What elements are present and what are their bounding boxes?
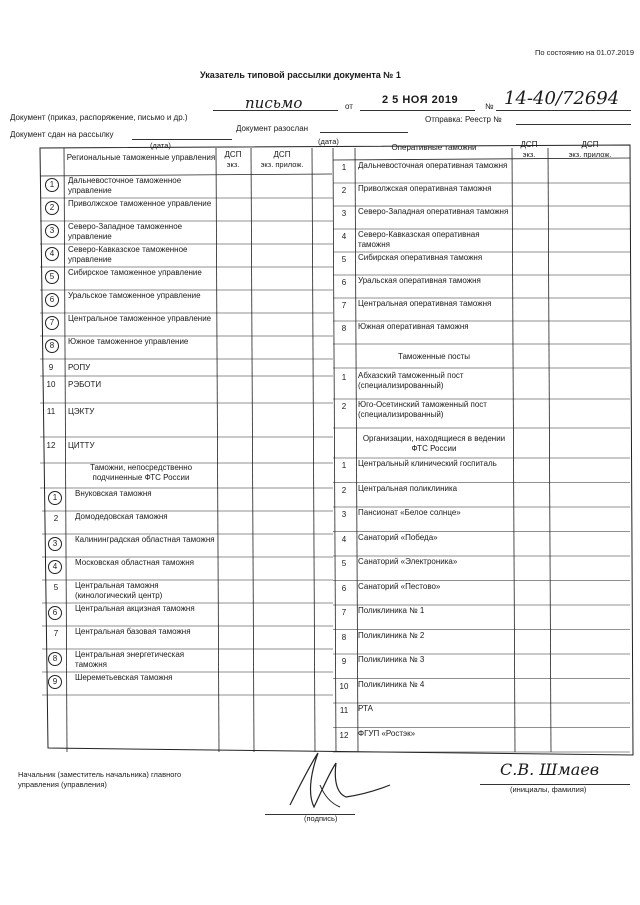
recipient-name: Южное таможенное управление bbox=[68, 337, 189, 346]
dsp-label: ДСП bbox=[273, 150, 291, 159]
date-hint-2: (дата) bbox=[318, 137, 339, 146]
recipient-name: Калининградская областная таможня bbox=[75, 535, 215, 544]
row-number: 5 bbox=[45, 270, 59, 284]
recipient-name: Сибирская оперативная таможня bbox=[358, 253, 483, 262]
row-number: 5 bbox=[341, 559, 347, 568]
row-number: 4 bbox=[48, 560, 62, 574]
recipient-name: Северо-Кавказское таможенное управление bbox=[68, 245, 188, 264]
row-number: 2 bbox=[45, 201, 59, 215]
recipient-name: Пансионат «Белое солнце» bbox=[358, 508, 461, 517]
recipient-name: Абхазский таможенный пост (специализированный) bbox=[358, 371, 464, 390]
row-number: 1 bbox=[341, 461, 347, 470]
dsp-label: ДСП bbox=[224, 150, 242, 159]
recipient-name: Южная оперативная таможня bbox=[358, 322, 469, 331]
row-number: 8 bbox=[341, 324, 347, 333]
dispatch-label: Отправка: Реестр № bbox=[425, 115, 502, 124]
distributed-label: Документ разослан bbox=[236, 124, 309, 133]
recipient-name: ЦЭКТУ bbox=[68, 407, 95, 416]
doc-type-label: Документ (приказ, распоряжение, письмо и др.) bbox=[10, 113, 188, 122]
row-number: 9 bbox=[48, 675, 62, 689]
recipient-name: Северо-Западное таможенное управление bbox=[68, 222, 183, 241]
recipient-name: Центральная энергетическая таможня bbox=[75, 650, 185, 669]
dsp-label: ДСП bbox=[520, 140, 538, 149]
recipient-name: ЦИТТУ bbox=[68, 441, 95, 450]
recipient-name: Сибирское таможенное управление bbox=[68, 268, 202, 277]
row-number: 8 bbox=[341, 632, 347, 642]
recipient-name: Северо-Западная оперативная таможня bbox=[358, 207, 509, 216]
row-number: 9 bbox=[48, 363, 54, 372]
row-number: 1 bbox=[45, 178, 59, 192]
row-number: 6 bbox=[48, 606, 62, 620]
recipient-name: Дальневосточная оперативная таможня bbox=[358, 161, 508, 170]
recipient-name: Центральное таможенное управление bbox=[68, 314, 212, 323]
recipient-name: Уральская оперативная таможня bbox=[358, 276, 481, 285]
recipient-name: Шереметьевская таможня bbox=[75, 673, 173, 682]
recipient-name: Санаторий «Электроника» bbox=[358, 557, 458, 566]
ekz-label: экз. bbox=[522, 149, 536, 159]
left-dsp-ekz-header bbox=[216, 150, 250, 169]
row-number: 2 bbox=[341, 402, 347, 411]
state-note: По состоянию на 01.07.2019 bbox=[535, 48, 634, 57]
row-number: 12 bbox=[46, 441, 56, 450]
right-section2-header: Таможенные посты bbox=[397, 352, 471, 361]
table-line bbox=[64, 148, 67, 752]
ekz-prilozh-label: экз. прилож. bbox=[260, 159, 304, 169]
row-number: 5 bbox=[53, 583, 59, 592]
recipient-name: Приволжское таможенное управление bbox=[68, 199, 212, 208]
recipient-name: РОПУ bbox=[68, 363, 91, 372]
initials-value: С.В. Шмаев bbox=[500, 760, 600, 779]
head-label: Начальник (заместитель начальника) главного управления (управления) bbox=[18, 770, 182, 789]
row-number: 12 bbox=[339, 730, 349, 740]
row-number: 4 bbox=[45, 247, 59, 261]
row-number: 5 bbox=[341, 255, 347, 264]
right-dsp-ekz-header bbox=[512, 140, 546, 159]
recipient-name: Поликлиника № 4 bbox=[358, 679, 425, 689]
right-dsp-prilozh-header bbox=[550, 140, 630, 159]
from-label: от bbox=[345, 102, 353, 111]
recipient-name: Санаторий «Победа» bbox=[358, 532, 438, 542]
date-stamp: 2 5 НОЯ 2019 bbox=[382, 94, 459, 106]
right-section3-header: Организации, находящиеся в ведении ФТС России bbox=[362, 434, 506, 453]
row-number: 6 bbox=[45, 293, 59, 307]
recipient-name: Центральная базовая таможня bbox=[75, 627, 191, 636]
row-number: 1 bbox=[48, 491, 62, 505]
recipient-name: Уральское таможенное управление bbox=[68, 291, 201, 300]
row-number: 1 bbox=[341, 163, 347, 172]
row-number: 10 bbox=[46, 380, 56, 389]
row-number: 1 bbox=[341, 373, 347, 382]
recipient-name: Северо-Кавказская оперативная таможня bbox=[358, 230, 480, 249]
recipient-name: Юго-Осетинский таможенный пост (специализированный) bbox=[358, 400, 487, 419]
left-dsp-prilozh-header bbox=[252, 150, 312, 169]
recipient-name: Центральная поликлиника bbox=[358, 483, 458, 493]
row-number: 2 bbox=[53, 514, 59, 523]
recipient-name: Внуковская таможня bbox=[75, 489, 152, 498]
left-section2-header: Таможни, непосредственно подчиненные ФТС России bbox=[89, 463, 193, 482]
row-number: 2 bbox=[341, 186, 347, 195]
table-line bbox=[216, 148, 219, 752]
ekz-label: экз. bbox=[226, 159, 240, 169]
row-number: 7 bbox=[341, 608, 347, 617]
page-title: Указатель типовой рассылки документа № 1 bbox=[200, 70, 401, 80]
recipient-name: Центральная таможня (кинологический центр) bbox=[75, 581, 163, 600]
recipient-name: Приволжская оперативная таможня bbox=[358, 184, 492, 193]
row-number: 8 bbox=[45, 339, 59, 353]
recipient-name: Поликлиника № 1 bbox=[358, 606, 425, 615]
row-number: 8 bbox=[48, 652, 62, 666]
dsp-label: ДСП bbox=[581, 140, 599, 149]
row-number: 7 bbox=[53, 629, 59, 638]
row-number: 6 bbox=[341, 583, 347, 593]
right-column-header: Оперативные таможни bbox=[391, 143, 477, 152]
recipient-name: Московская областная таможня bbox=[75, 558, 194, 567]
signature-image bbox=[280, 745, 400, 815]
recipient-name: Домодедовская таможня bbox=[75, 512, 168, 521]
initials-hint: (инициалы, фамилия) bbox=[510, 785, 587, 794]
recipient-name: Поликлиника № 3 bbox=[358, 655, 425, 664]
table-line bbox=[251, 148, 254, 752]
recipient-name: Центральная оперативная таможня bbox=[358, 299, 492, 308]
row-number: 11 bbox=[339, 706, 349, 715]
recipient-name: Центральный клинический госпиталь bbox=[358, 459, 497, 468]
row-number: 7 bbox=[341, 301, 347, 310]
sent-label: Документ сдан на рассылку bbox=[10, 130, 114, 139]
recipient-name: ФГУП «Ростэк» bbox=[358, 728, 416, 738]
row-number: 10 bbox=[339, 681, 349, 691]
table-line bbox=[312, 148, 315, 752]
row-number: 6 bbox=[341, 278, 347, 287]
doc-number-value: 14-40/72694 bbox=[504, 88, 620, 109]
row-number: 4 bbox=[341, 232, 347, 241]
recipient-name: РТА bbox=[358, 704, 373, 713]
recipient-name: Центральная акцизная таможня bbox=[75, 604, 195, 613]
row-number: 2 bbox=[341, 485, 347, 495]
doc-type-value: письмо bbox=[245, 94, 303, 112]
recipient-name: Санаторий «Пестово» bbox=[358, 581, 441, 591]
row-number: 3 bbox=[45, 224, 59, 238]
recipient-name: РЭБОТИ bbox=[68, 380, 102, 389]
row-number: 7 bbox=[45, 316, 59, 330]
row-number: 4 bbox=[341, 534, 347, 544]
table-line bbox=[548, 148, 551, 752]
recipient-name: Дальневосточное таможенное управление bbox=[68, 176, 182, 195]
row-number: 9 bbox=[341, 657, 347, 666]
signature-hint: (подпись) bbox=[304, 814, 338, 823]
row-number: 11 bbox=[46, 407, 56, 416]
ekz-prilozh-label: экз. прилож. bbox=[568, 149, 612, 159]
recipient-name: Поликлиника № 2 bbox=[358, 630, 425, 640]
left-column-header: Региональные таможенные управления bbox=[66, 153, 216, 162]
date-hint-1: (дата) bbox=[150, 141, 171, 150]
row-number: 3 bbox=[341, 510, 347, 519]
number-label: № bbox=[485, 102, 494, 111]
row-number: 3 bbox=[341, 209, 347, 218]
row-number: 3 bbox=[48, 537, 62, 551]
